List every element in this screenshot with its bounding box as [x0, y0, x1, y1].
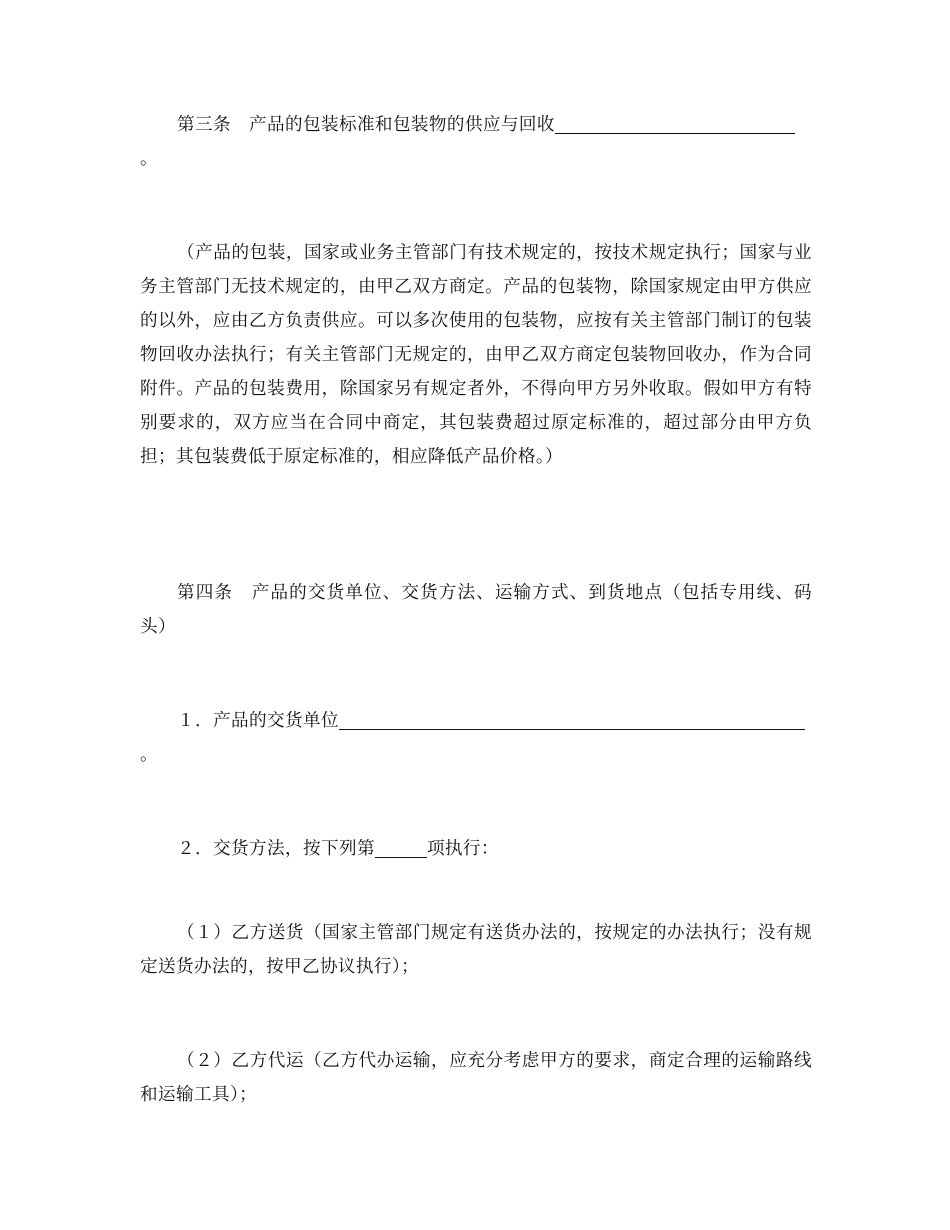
- item-2-text-after: 项执行：: [426, 839, 499, 859]
- article-3-explanatory-note: （产品的包装，国家或业务主管部门有技术规定的，按技术规定执行；国家与业务主管部门无技术规定的，由甲乙双方商定。产品的包装物，除国家规定由甲方供应的以外，应由乙方负责供应。可以多次使用的包装物，应按有关主管部门制订的包装物回收办法执行；有关主管部门无规定的，由甲乙双方商定包装物回收办，作为合同附件。产品的包装费用，除国家另有规定者外，不得向甲方另外收取。假如甲方有特别要求的，双方应当在合同中商定，其包装费超过原定标准的，超过部分由甲方负担；其包装费低于原定标准的，相应降低产品价格。）: [140, 243, 812, 467]
- packaging-blank-line[interactable]: [555, 113, 795, 134]
- item-1-end-mark: 。: [140, 745, 158, 765]
- item-2-text-before: ２．交货方法，按下列第: [177, 839, 375, 859]
- item-2-delivery-method: [140, 832, 812, 866]
- article-3-packaging: [140, 108, 812, 176]
- option-2-seller-shipping: （２）乙方代运（乙方代办运输，应充分考虑甲方的要求，商定合理的运输路线和运输工具）；: [140, 1051, 812, 1105]
- delivery-unit-blank-line[interactable]: [339, 709, 805, 730]
- item-1-delivery-unit: [140, 704, 812, 772]
- option-1-seller-delivery: （１）乙方送货（国家主管部门规定有送货办法的，按规定的办法执行；没有规定送货办法的，按甲乙协议执行）；: [140, 923, 812, 977]
- item-1-text: １．产品的交货单位: [177, 711, 339, 731]
- article-3-text: 第三条 产品的包装标准和包装物的供应与回收: [177, 115, 555, 135]
- delivery-method-option-blank[interactable]: [375, 837, 427, 858]
- article-4-delivery: 第四条 产品的交货单位、交货方法、运输方式、到货地点（包括专用线、码头）: [140, 583, 812, 637]
- article-3-end-mark: 。: [140, 149, 158, 169]
